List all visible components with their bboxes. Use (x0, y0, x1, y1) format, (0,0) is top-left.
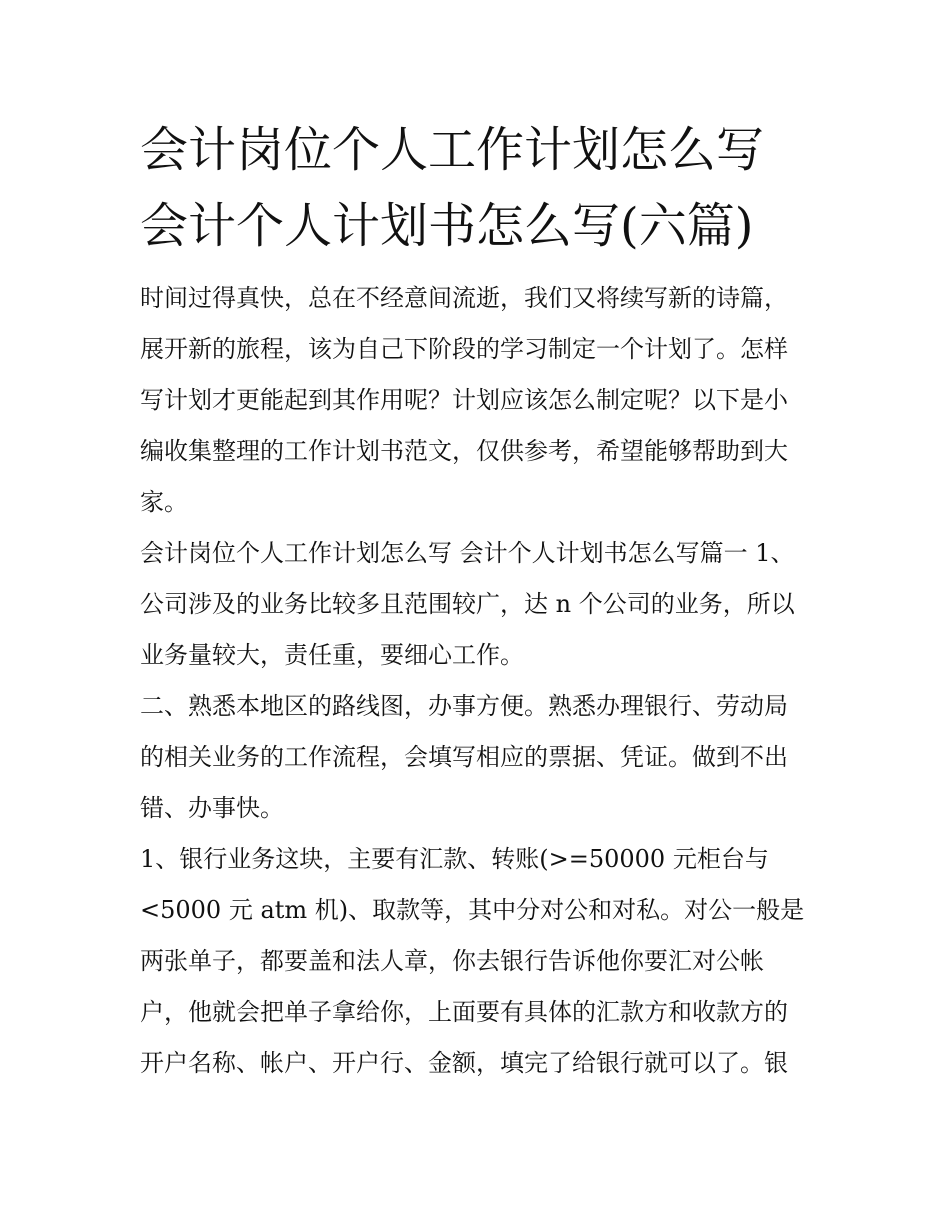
body-line: <5000 元 atm 机)、取款等，其中分对公和对私。对公一般是 (140, 896, 805, 924)
body-line: 开户名称、帐户、开户行、金额，填完了给银行就可以了。银 (140, 1049, 788, 1077)
body-line: 两张单子，都要盖和法人章，你去银行告诉他你要汇对公帐 (140, 947, 764, 975)
body-line: 二、熟悉本地区的路线图，办事方便。熟悉办理银行、劳动局 (140, 692, 788, 720)
body-line: 时间过得真快，总在不经意间流逝，我们又将续写新的诗篇， (140, 284, 788, 312)
body-line: 会计岗位个人工作计划怎么写 会计个人计划书怎么写篇一 1、 (140, 539, 795, 567)
title-line-2: 会计个人计划书怎么写(六篇) (140, 198, 754, 254)
body-line: 户，他就会把单子拿给你，上面要有具体的汇款方和收款方的 (140, 998, 788, 1026)
body-line: 1、银行业务这块，主要有汇款、转账(>=50000 元柜台与 (140, 845, 769, 873)
page-title (140, 112, 840, 264)
title-line-1: 会计岗位个人工作计划怎么写 (140, 122, 765, 178)
document-body (140, 273, 812, 1089)
body-line: 错、办事快。 (140, 794, 284, 822)
body-line: 业务量较大，责任重，要细心工作。 (140, 641, 524, 669)
body-line: 公司涉及的业务比较多且范围较广，达 n 个公司的业务，所以 (140, 590, 795, 618)
body-line: 写计划才更能起到其作用呢？计划应该怎么制定呢？以下是小 (140, 386, 788, 414)
body-line: 家。 (140, 488, 188, 516)
body-line: 编收集整理的工作计划书范文，仅供参考，希望能够帮助到大 (140, 437, 788, 465)
body-line: 展开新的旅程，该为自己下阶段的学习制定一个计划了。怎样 (140, 335, 788, 363)
body-line: 的相关业务的工作流程，会填写相应的票据、凭证。做到不出 (140, 743, 788, 771)
